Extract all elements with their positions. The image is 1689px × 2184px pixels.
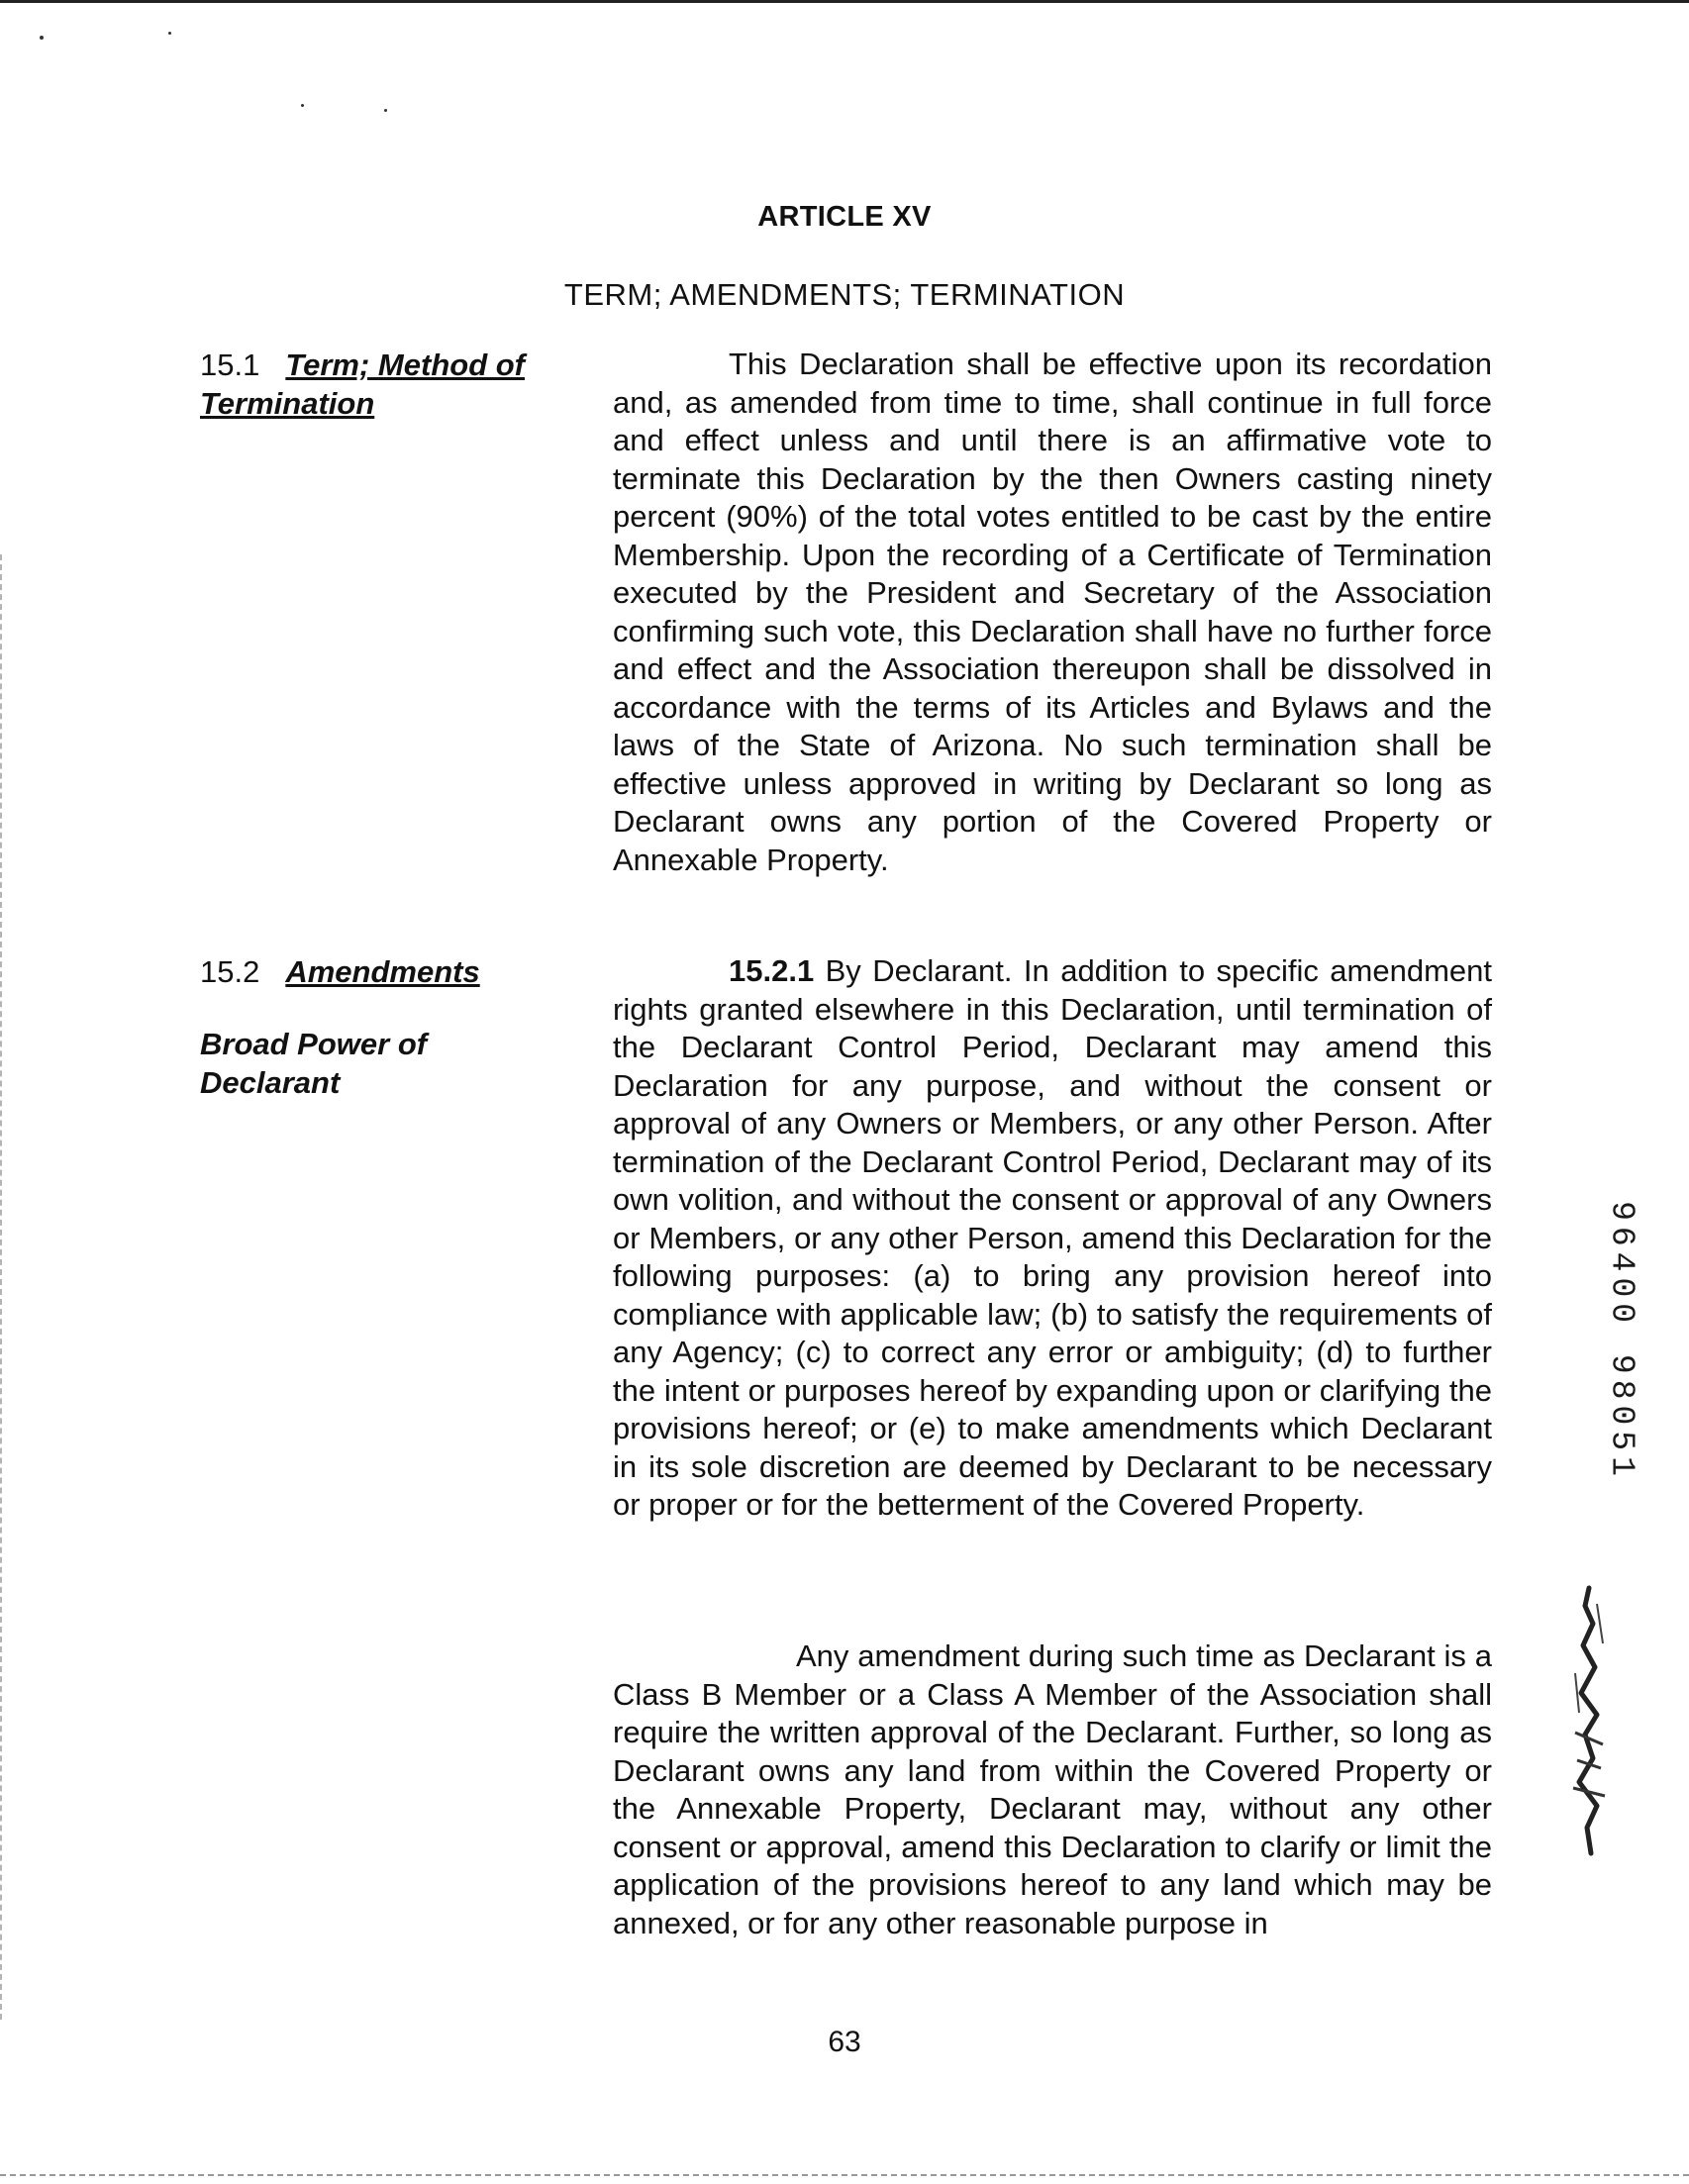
recording-stamp [1598, 1201, 1645, 1482]
signature-mark [1567, 1584, 1611, 1861]
section-15-2-1-continuation: Any amendment during such time as Declarant is a Class B Member or a Class A Member of the Association shall require the written approval of the Declarant. Further, so long as Declarant owns any land from within the Covered Property or the Annexable Property, Declarant may, without any other consent or approval, amend this Declaration to clarify or limit the application of the provisions hereof to any land which may be annexed, or for any other reasonable purpose in [613, 1638, 1492, 1940]
section-title: Term; Method of Termination [200, 347, 526, 421]
scan-top-edge [0, 0, 1689, 3]
section-15-2-heading [200, 953, 596, 992]
recording-stamp-text: 96400 98051 [1603, 1201, 1640, 1482]
section-15-1-body: This Declaration shall be effective upon its recordation and, as amended from time to time, shall continue in full force and effect unless and until there is an affirmative vote to terminate this Declaration by the then Owners casting ninety percent (90%) of the total votes entitled to be cast by the entire Membership. Upon the recording of a Certificate of Termination executed by the President and Secretary of the Association confirming such vote, this Declaration shall have no further force and effect and the Association thereupon shall be dissolved in accordance with the terms of its Articles and Bylaws and the laws of the State of Arizona. No such termination shall be effective unless approved in writing by Declarant so long as Declarant owns any portion of the Covered Property or Annexable Property. [613, 347, 1492, 877]
article-subtitle: TERM; AMENDMENTS; TERMINATION [563, 277, 1126, 312]
scan-speck [301, 104, 304, 107]
scan-left-edge [0, 554, 5, 2020]
section-15-1-heading [200, 347, 596, 423]
subsection-number: 15.2.1 [729, 953, 815, 988]
article-heading: ARTICLE XV [757, 201, 932, 233]
page-number: 63 [828, 2026, 861, 2058]
section-number: 15.2 [200, 954, 260, 989]
section-15-2-1-body [613, 952, 1492, 1525]
section-number: 15.1 [200, 347, 260, 382]
scan-bottom-edge [0, 2174, 1689, 2176]
scan-speck [384, 109, 387, 112]
scan-speck [168, 32, 171, 35]
section-title: Amendments [285, 954, 480, 989]
section-15-2-subheading: Broad Power of Declarant [200, 1027, 428, 1100]
subsection-text: By Declarant. In addition to specific amendment rights granted elsewhere in this Declaration, until termination of the Declarant Control Period, Declarant may amend this Declaration for any purpose, and without the consent or approval of any Owners or Members, or any other Person. After termination of the Declarant Control Period, Declarant may of its own volition, and without the consent or approval of any Owners or Members, or any other Person, amend this Declaration for the following purposes: (a) to bring any provision hereof into compliance with applicable law; (b) to satisfy the requirements of any Agency; (c) to correct any error or ambiguity; (d) to further the intent or purposes hereof by expanding upon or clarifying the provisions hereof; or (e) to make amendments which Declarant in its sole discretion are deemed by Declarant to be necessary or proper or for the betterment of the Covered Property. [613, 953, 1492, 1522]
scan-speck [40, 36, 44, 40]
